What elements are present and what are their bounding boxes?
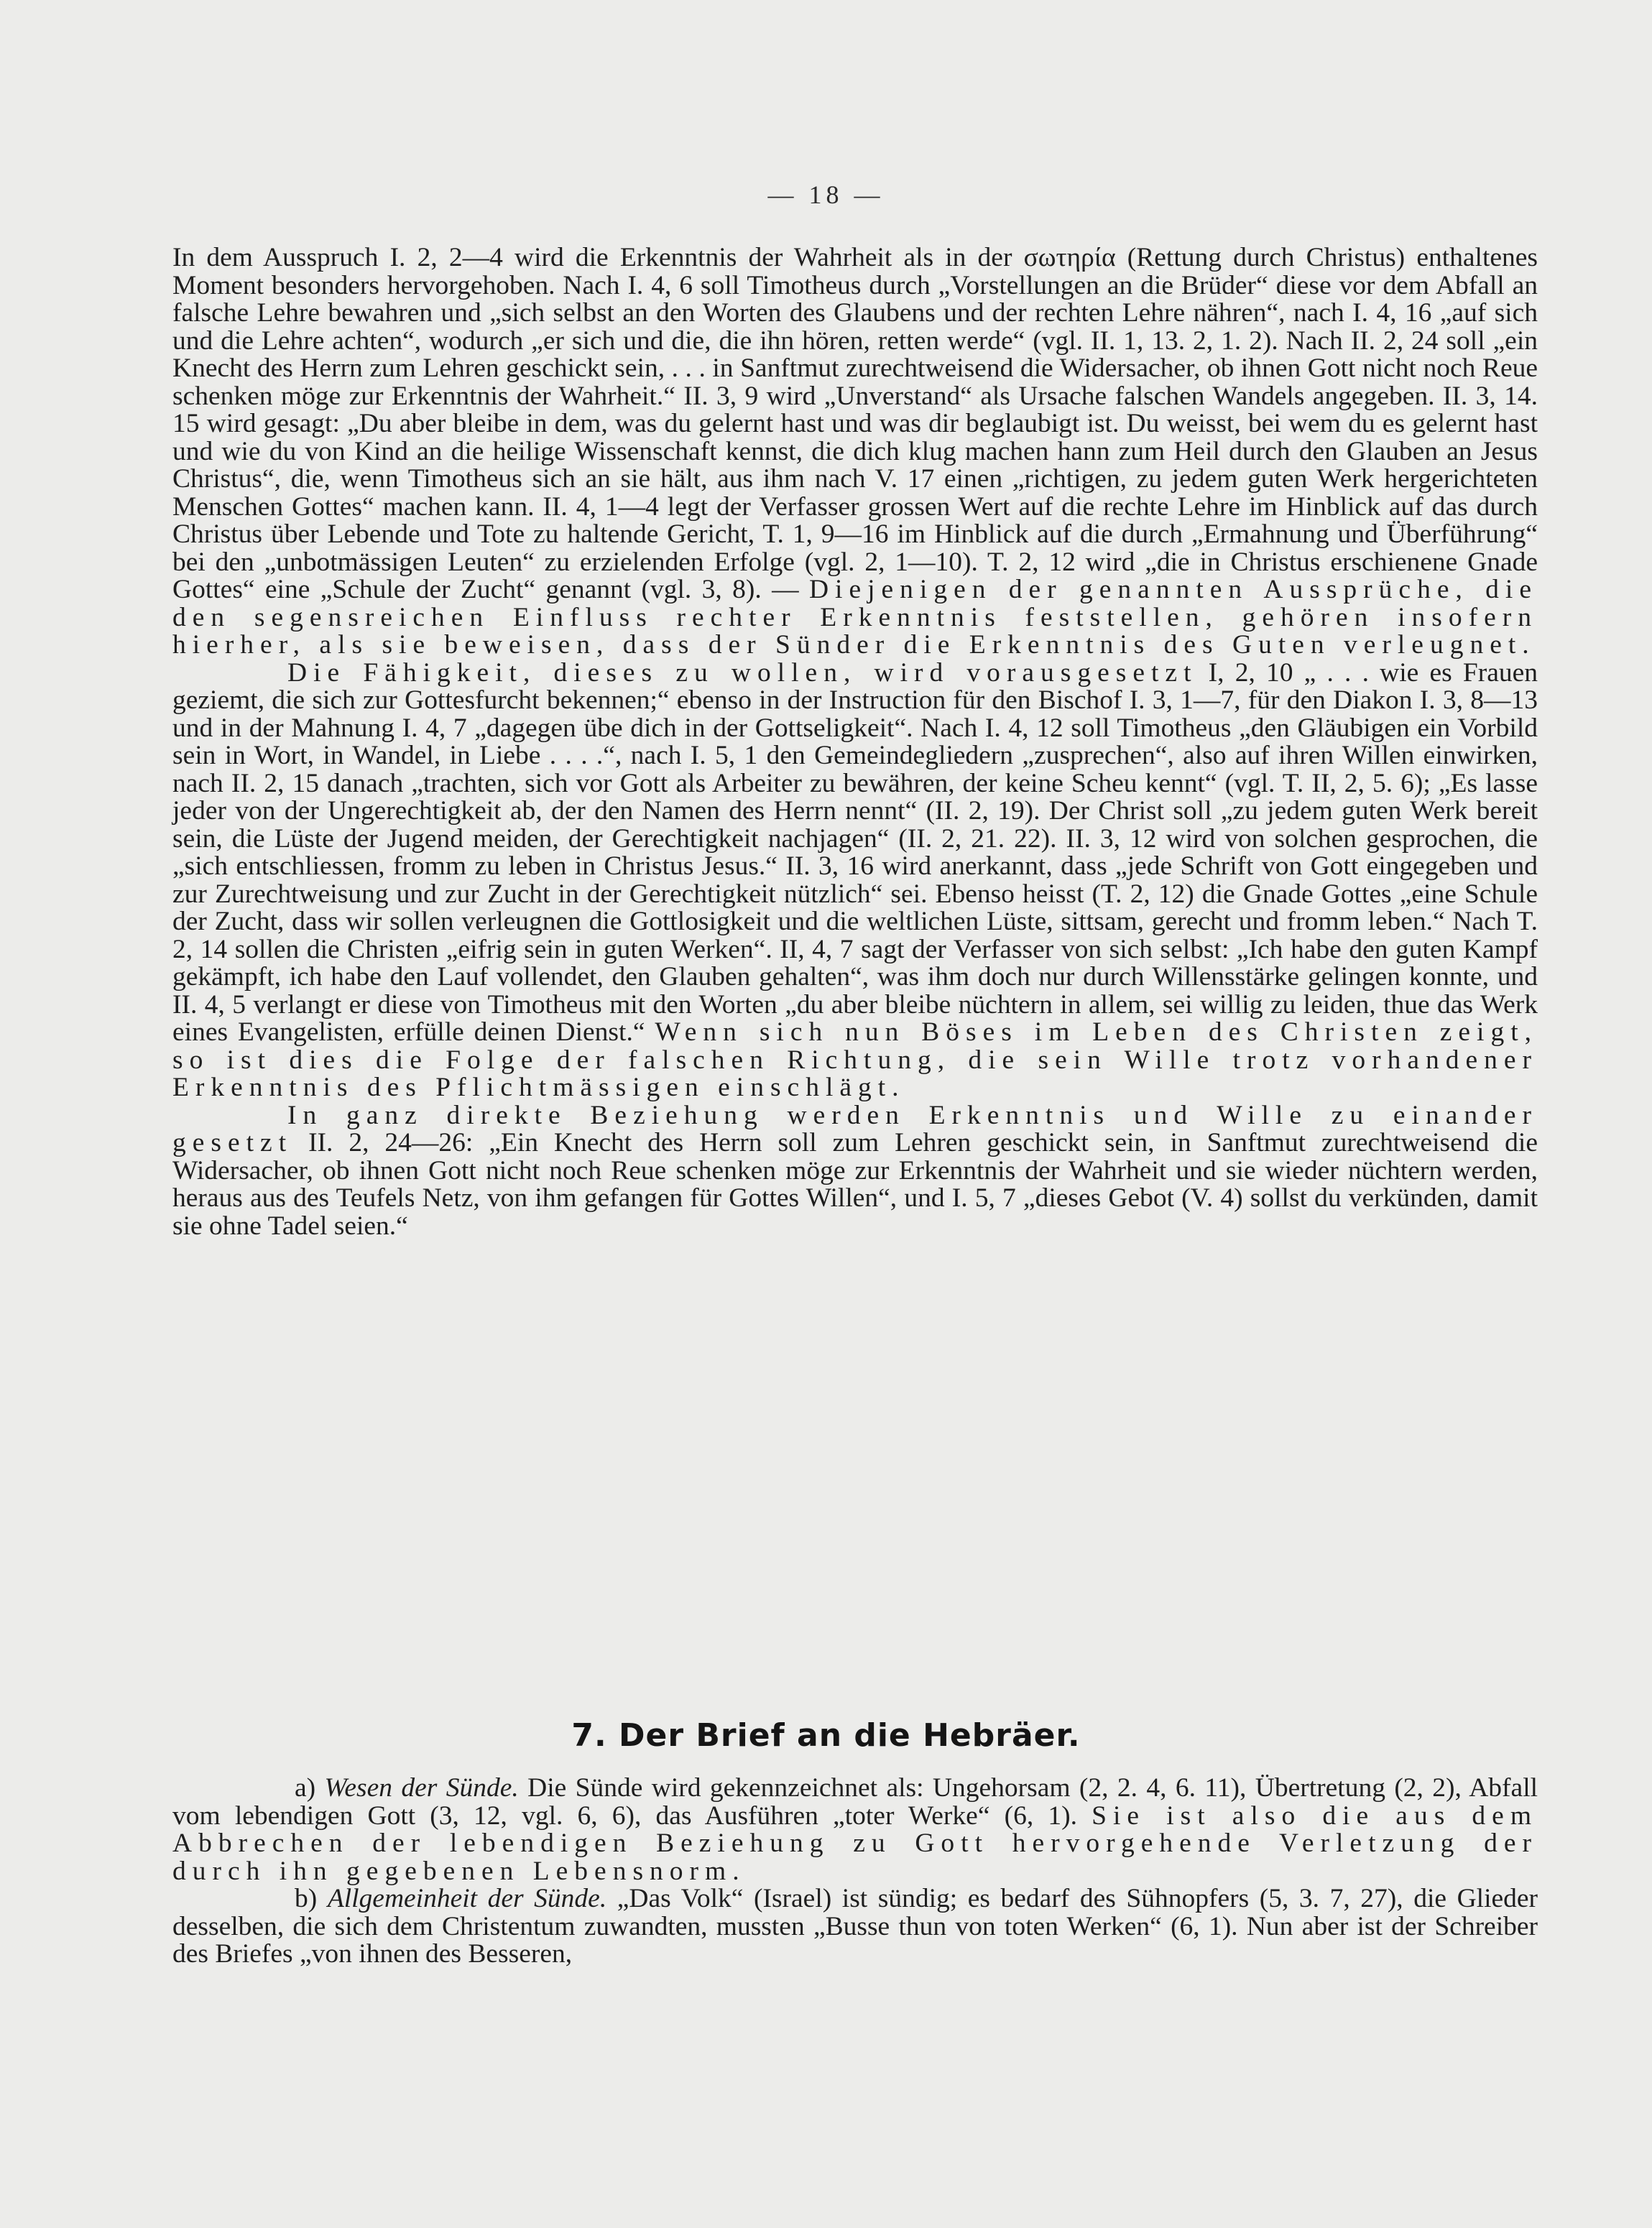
page-number: — 18 — (767, 180, 885, 209)
paragraph-3-text: II. 2, 24—26: „Ein Knecht des Herrn soll zum Lehren geschickt sein, in Sanftmut zurechtweisend die Widersacher, ob ihnen Gott nicht noch Reue schenken möge zur Erkenntnis der Wahrheit und sie wieder nüchtern werden, heraus aus des Teufels Netz, von ihm gefangen für Gottes Willen“, und I. 5, 7 „dieses Gebot (V. 4) sollst du verkünden, damit sie ohne Tadel seien.“ (172, 1128, 1538, 1241)
section-heading: 7. Der Brief an die Hebräer. (571, 1717, 1081, 1754)
paragraph-2 (172, 657, 1538, 1102)
paragraph-b (172, 1885, 1538, 1969)
paragraph-a (172, 1775, 1538, 1885)
text-block-1 (172, 244, 1538, 1240)
paragraph-2-spaced: Die Fähigkeit, dieses zu wollen, wird vorausgesetzt (287, 657, 1198, 688)
paragraph-1 (172, 244, 1538, 660)
text-block-2 (172, 1775, 1538, 1969)
paragraph-a-label: a) (295, 1773, 316, 1803)
paragraph-b-label: b) (295, 1884, 318, 1913)
paragraph-b-title: Allgemeinheit der Sünde. (327, 1884, 607, 1913)
paragraph-a-spaced: Sie ist also die aus dem Abbrechen der lebendigen Beziehung zu Gott hervorgehende Verletzung der durch ihn gegebenen Lebensnorm. (172, 1801, 1538, 1886)
paragraph-b-text: „Das Volk“ (Israel) ist sündig; es bedarf des Sühnopfers (5, 3. 7, 27), die Glieder desselben, die sich dem Christentum zuwandten, mussten „Busse thun von toten Werken“ (6, 1). Nun aber ist der Schreiber des Briefes „von ihnen des Besseren, (172, 1884, 1538, 1969)
paragraph-a-title: Wesen der Sünde. (324, 1773, 519, 1803)
paragraph-2-spaced-end: Wenn sich nun Böses im Leben des Christen zeigt, so ist dies die Folge der falschen Richtung, die sein Wille trotz vorhandener Erkenntnis des Pflichtmässigen einschlägt. (172, 1017, 1538, 1102)
paragraph-3-spaced: In ganz direkte Beziehung werden Erkenntnis und Wille zu einander gesetzt (172, 1100, 1538, 1157)
paragraph-1-text: In dem Ausspruch I. 2, 2—4 wird die Erkenntnis der Wahrheit als in der σωτηρία (Rettung durch Christus) enthaltenes Moment besonders hervorgehoben. Nach I. 4, 6 soll Timotheus durch „Vorstellungen an die Brüder“ diese vor dem Abfall an falsche Lehre bewahren und „sich selbst an den Worten des Glaubens und der rechten Lehre nähren“, nach I. 4, 16 „auf sich und die Lehre achten“, wodurch „er sich und die, die ihn hören, retten werde“ (vgl. II. 1, 13. 2, 1. 2). Nach II. 2, 24 soll „ein Knecht des Herrn zum Lehren geschickt sein, . . . in Sanftmut zurechtweisend die Widersacher, ob ihnen Gott nicht noch Reue schenken möge zur Erkenntnis der Wahrheit.“ II. 3, 9 wird „Unverstand“ als Ursache falschen Wandels angegeben. II. 3, 14. 15 wird gesagt: „Du aber bleibe in dem, was du gelernt hast und was dir beglaubigt ist. Du weisst, bei wem du es gelernt hast und wie du von Kind an die heilige Wissenschaft kennst, die dich klug machen hann zum Heil durch den Glauben an Jesus Christus“, die, wenn Timotheus sich an sie hält, aus ihm nach V. 17 einen „richtigen, zu jedem guten Werk hergerichteten Menschen Gottes“ machen kann. II. 4, 1—4 legt der Verfasser grossen Wert auf die rechte Lehre im Hinblick auf das durch Christus über Lebende und Tote zu haltende Gericht, T. 1, 9—16 im Hinblick auf die durch „Ermahnung und Überführung“ bei den „unbotmässigen Leuten“ zu erzielenden Erfolge (vgl. 2, 1—10). T. 2, 12 wird „die in Christus erschienene Gnade Gottes“ eine „Schule der Zucht“ genannt (vgl. 3, 8). — (172, 243, 1538, 604)
paragraph-2-text: I, 2, 10 „ . . . wie es Frauen geziemt, die sich zur Gottesfurcht bekennen;“ ebenso in der Instruction für den Bischof I. 3, 1—7, für den Diakon I. 3, 8—13 und in der Mahnung I. 4, 7 „dagegen übe dich in der Gottseligkeit“. Nach I. 4, 12 soll Timotheus „den Gläubigen ein Vorbild sein in Wort, in Wandel, in Liebe . . . .“, nach I. 5, 1 den Gemeindegliedern „zusprechen“, also auf ihren Willen einwirken, nach II. 2, 15 danach „trachten, sich vor Gott als Arbeiter zu bewähren, der keine Scheu kennt“ (vgl. T. II, 2, 5. 6); „Es lasse jeder von der Ungerechtigkeit ab, der den Namen des Herrn nennt“ (II. 2, 19). Der Christ soll „zu jedem guten Werk bereit sein, die Lüste der Jugend meiden, der Gerechtigkeit nachjagen“ (II. 2, 21. 22). II. 3, 12 wird von solchen gesprochen, die „sich entschliessen, fromm zu leben in Christus Jesus.“ II. 3, 16 wird anerkannt, dass „jede Schrift von Gott eingegeben und zur Zurechtweisung und zur Zucht in der Gerechtigkeit nützlich“ sei. Ebenso heisst (T. 2, 12) die Gnade Gottes „eine Schule der Zucht, dass wir sollen verleugnen die Gottlosigkeit und die weltlichen Lüste, sittsam, gerecht und fromm leben.“ Nach T. 2, 14 sollen die Christen „eifrig sein in guten Werken“. II, 4, 7 sagt der Verfasser von sich selbst: „Ich habe den guten Kampf gekämpft, ich habe den Lauf vollendet, den Glauben gehalten“, was ihm doch nur durch Willensstärke gelingen konnte, und II. 4, 5 verlangt er diese von Timotheus mit den Worten „du aber bleibe nüchtern in allem, sei willig zu leiden, thue das Werk eines Evangelisten, erfülle deinen Dienst.“ (172, 657, 1538, 1047)
paragraph-1-spaced: Diejenigen der genannten Aussprüche, die den segensreichen Einfluss rechter Erkenntnis feststellen, gehören insofern hierher, als sie beweisen, dass der Sünder die Erkenntnis des Guten verleugnet. (172, 575, 1538, 660)
paragraph-a-text: Die Sünde wird gekennzeichnet als: Ungehorsam (2, 2. 4, 6. 11), Übertretung (2, 2), Abfall vom lebendigen Gott (3, 12, vgl. 6, 6), das Ausführen „toter Werke“ (6, 1). (172, 1773, 1538, 1831)
paragraph-3 (172, 1102, 1538, 1241)
